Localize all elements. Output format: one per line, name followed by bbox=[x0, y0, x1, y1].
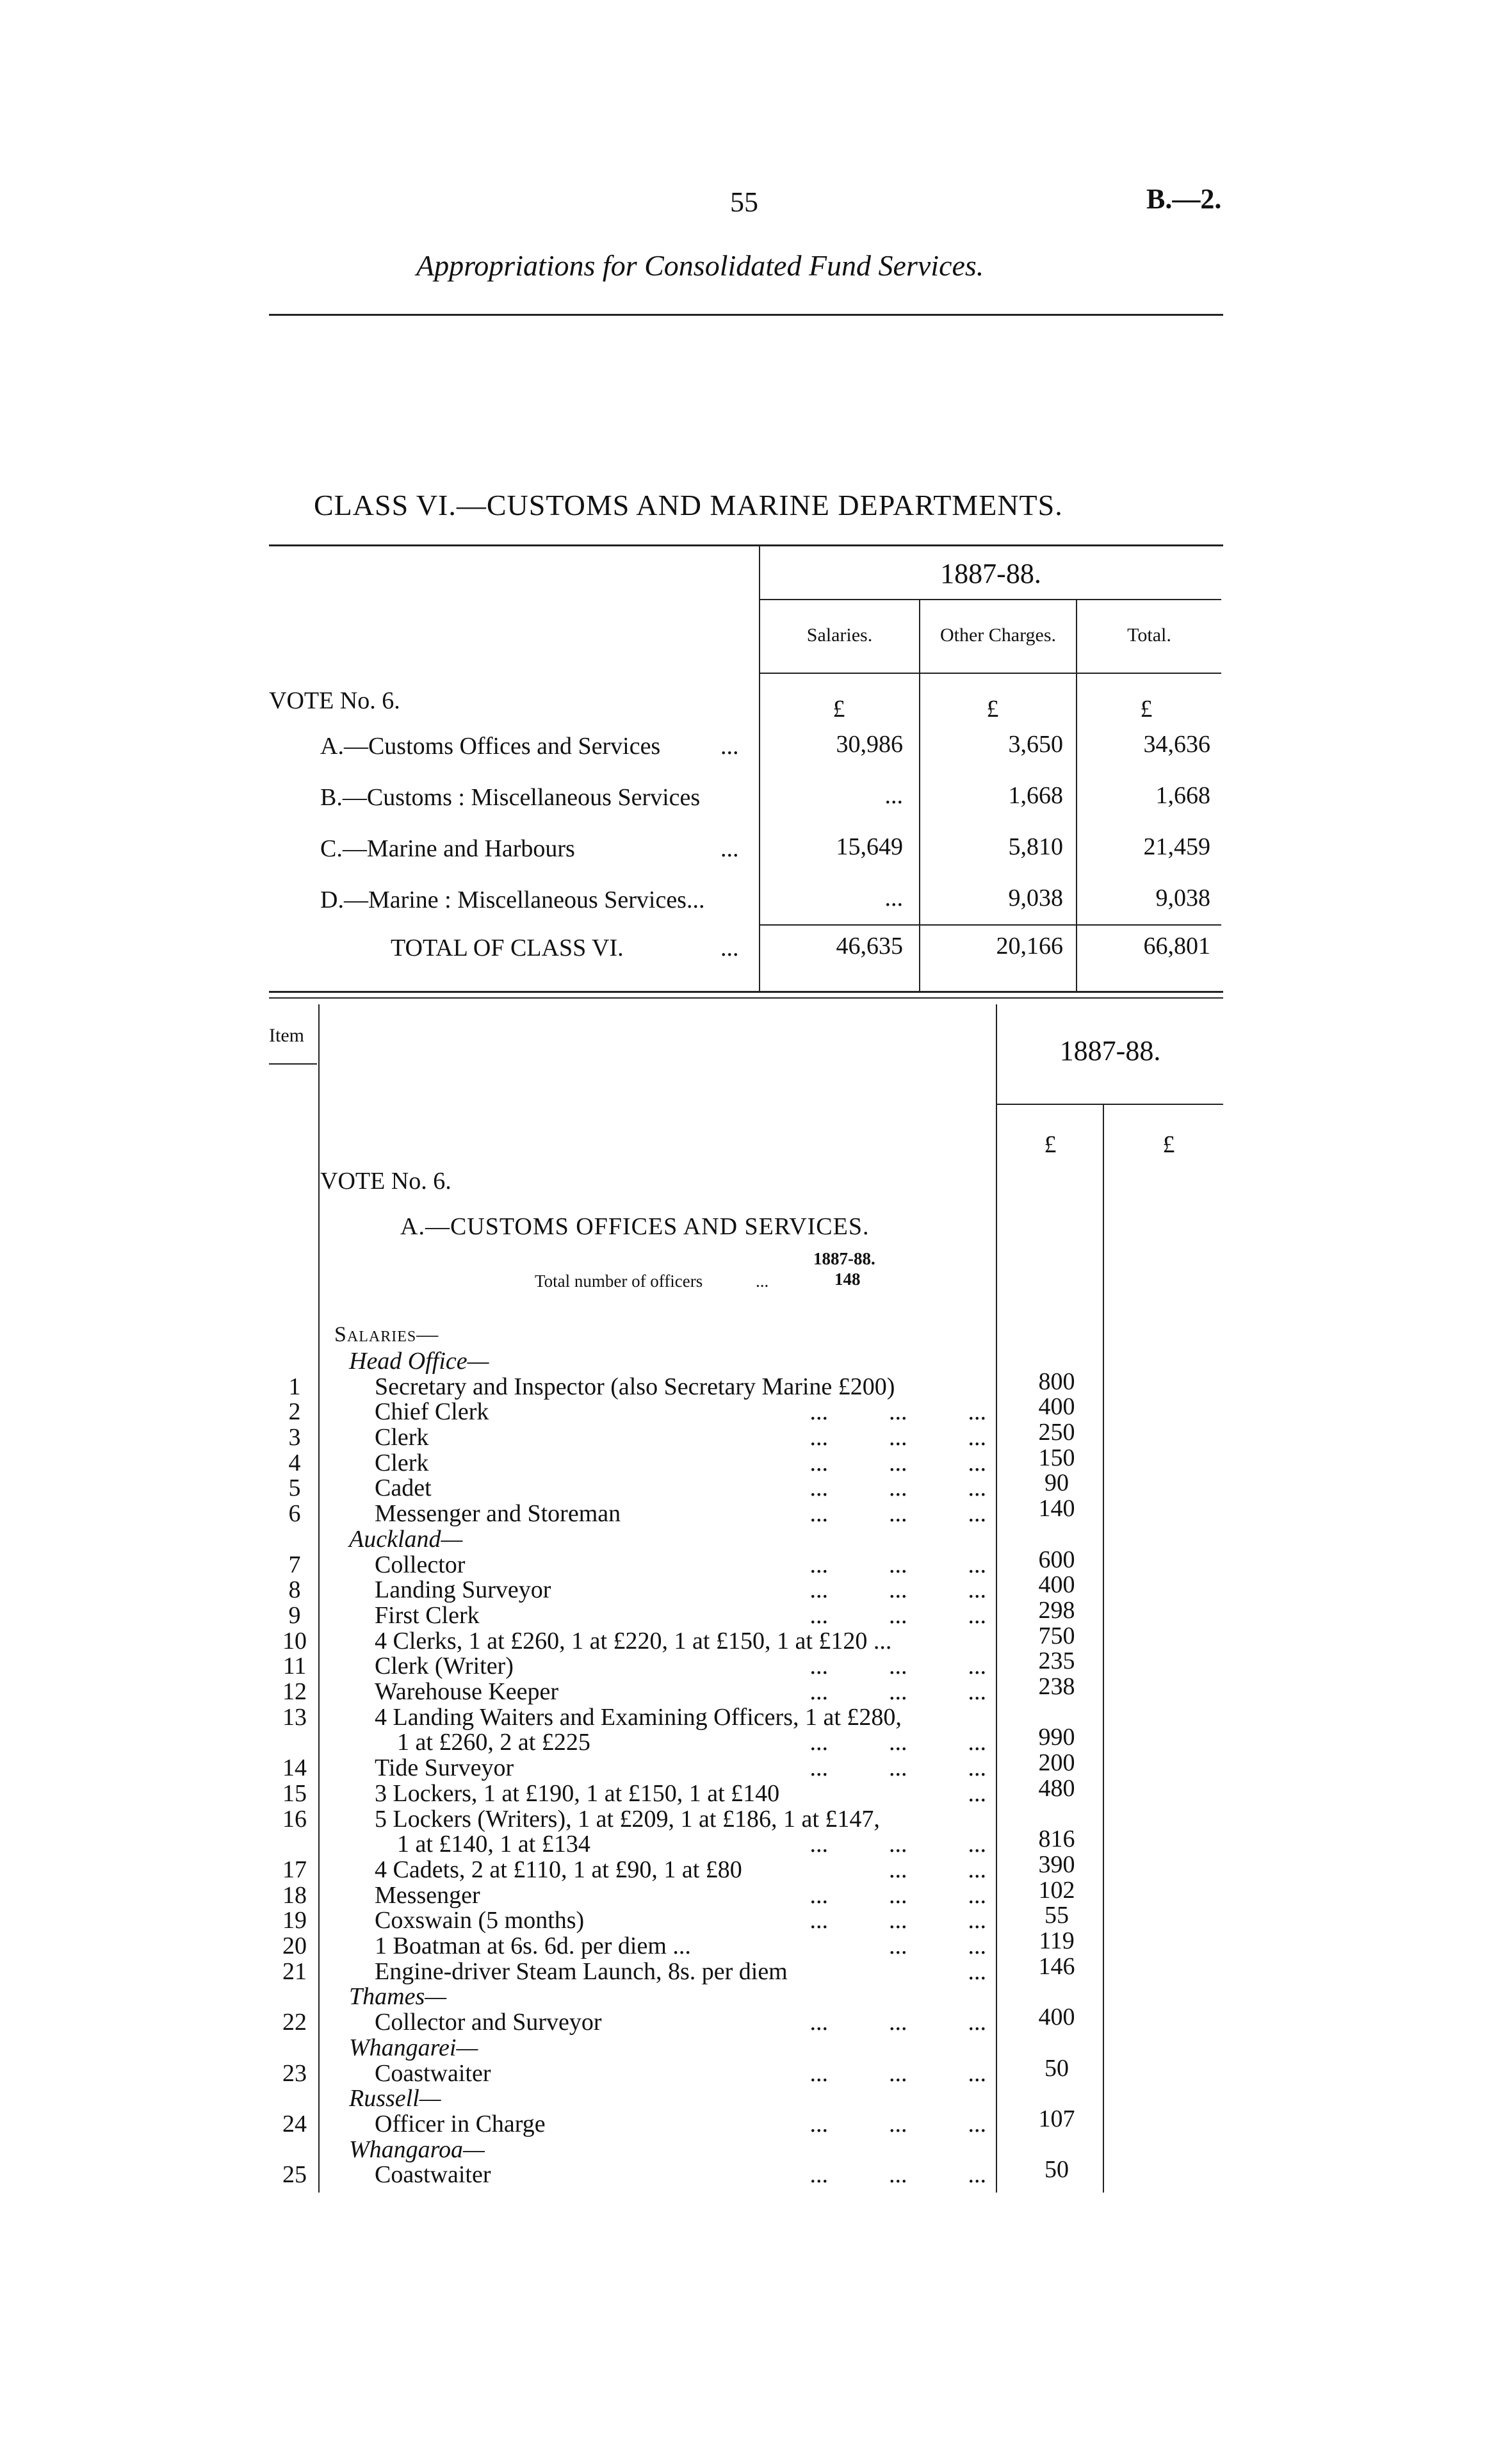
item-amount: 600 bbox=[1038, 1546, 1075, 1573]
item-number: 7 bbox=[288, 1551, 301, 1578]
item-amount: 400 bbox=[1038, 1571, 1075, 1598]
summary-currency-salaries: £ bbox=[833, 696, 845, 723]
item-description: Messenger bbox=[375, 1882, 480, 1909]
detail-year: 1887-88. bbox=[1059, 1035, 1161, 1066]
item-amount: 107 bbox=[1038, 2105, 1075, 2132]
item-description: Collector and Surveyor bbox=[375, 2009, 602, 2036]
document-reference: B.—2. bbox=[1146, 183, 1222, 215]
officers-year: 1887-88. bbox=[813, 1249, 875, 1268]
item-amount: 250 bbox=[1038, 1419, 1075, 1446]
officers-dots: ... bbox=[756, 1271, 769, 1291]
item-amount: 140 bbox=[1038, 1495, 1075, 1522]
item-number: 4 bbox=[288, 1450, 301, 1476]
summary-total-salaries: 46,635 bbox=[836, 933, 903, 960]
summary-currency-total: £ bbox=[1140, 696, 1153, 723]
item-amount: 480 bbox=[1038, 1775, 1075, 1802]
item-amount: 235 bbox=[1038, 1647, 1075, 1674]
salaries-heading: Salaries— bbox=[334, 1323, 439, 1346]
item-number: 20 bbox=[282, 1932, 307, 1959]
item-leader-dots: ... bbox=[968, 1958, 986, 1985]
summary-total-dots: ... bbox=[720, 935, 739, 961]
office-subheading: Russell— bbox=[349, 2085, 441, 2112]
item-number: 21 bbox=[282, 1958, 307, 1985]
item-description: Cadet bbox=[375, 1475, 432, 1501]
item-amount: 298 bbox=[1038, 1597, 1075, 1624]
summary-row-dots: ... bbox=[720, 733, 739, 760]
item-description: Secretary and Inspector (also Secretary Marine £200) bbox=[375, 1373, 895, 1400]
item-amount: 400 bbox=[1038, 1393, 1075, 1420]
item-leader-dots: ... ... ... bbox=[809, 2161, 986, 2188]
item-leader-dots: ... ... bbox=[889, 1856, 986, 1883]
detail-right-divider bbox=[996, 1004, 997, 2193]
summary-row-salaries: 15,649 bbox=[836, 833, 903, 860]
office-subheading: Whangaroa— bbox=[349, 2136, 485, 2163]
summary-row-total: 9,038 bbox=[1155, 885, 1210, 911]
office-subheading: Whangarei— bbox=[349, 2034, 478, 2061]
detail-year-rule bbox=[997, 1104, 1223, 1105]
item-leader-dots: ... ... ... bbox=[809, 1831, 986, 1858]
summary-bottom-rule-1 bbox=[269, 991, 1223, 993]
item-leader-dots: ... ... ... bbox=[809, 1754, 986, 1781]
summary-row-other: 1,668 bbox=[1008, 782, 1063, 809]
item-amount: 90 bbox=[1045, 1469, 1069, 1496]
item-leader-dots: ... ... ... bbox=[809, 2009, 986, 2036]
item-leader-dots: ... ... ... bbox=[809, 1551, 986, 1578]
summary-row-label: D.—Marine : Miscellaneous Services... bbox=[320, 887, 705, 913]
col-other-header: Other Charges. bbox=[939, 625, 1057, 646]
item-description: Coxswain (5 months) bbox=[375, 1907, 585, 1934]
item-leader-dots: ... ... ... bbox=[809, 1653, 986, 1679]
summary-row-label: A.—Customs Offices and Services bbox=[320, 733, 661, 760]
page-subtitle: Appropriations for Consolidated Fund Services. bbox=[416, 249, 984, 282]
item-description: Coastwaiter bbox=[375, 2161, 491, 2188]
summary-row-total: 1,668 bbox=[1155, 782, 1210, 809]
summary-row-other: 3,650 bbox=[1008, 731, 1063, 758]
item-leader-dots: ... ... bbox=[889, 1932, 986, 1959]
detail-currency-1: £ bbox=[1044, 1131, 1057, 1158]
item-amount: 816 bbox=[1038, 1826, 1075, 1852]
item-amount: 238 bbox=[1038, 1673, 1075, 1700]
summary-row-label: C.—Marine and Harbours bbox=[320, 835, 575, 862]
officers-label: Total number of officers bbox=[535, 1271, 703, 1291]
item-description: 4 Clerks, 1 at £260, 1 at £220, 1 at £150, 1 at £120 ... bbox=[375, 1628, 892, 1655]
detail-amount-divider bbox=[1103, 1104, 1104, 2193]
item-leader-dots: ... ... ... bbox=[809, 1500, 986, 1527]
summary-row-other: 5,810 bbox=[1008, 833, 1063, 860]
item-number: 25 bbox=[282, 2161, 307, 2188]
item-amount: 750 bbox=[1038, 1622, 1075, 1649]
item-description: 1 at £260, 2 at £225 bbox=[397, 1729, 590, 1756]
item-number: 22 bbox=[282, 2009, 307, 2036]
item-description: Coastwaiter bbox=[375, 2060, 491, 2087]
item-number: 3 bbox=[288, 1424, 301, 1451]
item-leader-dots: ... ... ... bbox=[809, 1602, 986, 1629]
item-amount: 146 bbox=[1038, 1953, 1075, 1980]
item-amount: 200 bbox=[1038, 1749, 1075, 1776]
office-subheading: Auckland— bbox=[349, 1526, 463, 1553]
item-description: Clerk (Writer) bbox=[375, 1653, 514, 1679]
summary-year: 1887-88. bbox=[940, 558, 1041, 589]
office-subheading: Thames— bbox=[349, 1983, 447, 2010]
officers-count: 148 bbox=[834, 1270, 861, 1289]
item-description: 4 Cadets, 2 at £110, 1 at £90, 1 at £80 bbox=[375, 1856, 742, 1883]
item-number: 12 bbox=[282, 1678, 307, 1705]
detail-section-title: A.—CUSTOMS OFFICES AND SERVICES. bbox=[400, 1213, 870, 1240]
item-description: 4 Landing Waiters and Examining Officers, 1 at £280, bbox=[375, 1704, 902, 1731]
item-description: Collector bbox=[375, 1551, 466, 1578]
item-number: 16 bbox=[282, 1806, 307, 1833]
col-divider-2 bbox=[1076, 599, 1077, 991]
detail-currency-2: £ bbox=[1162, 1131, 1175, 1158]
item-number: 10 bbox=[282, 1628, 307, 1655]
item-leader-dots: ... ... ... bbox=[809, 2060, 986, 2087]
item-description: First Clerk bbox=[375, 1602, 480, 1629]
item-leader-dots: ... ... ... bbox=[809, 1398, 986, 1425]
item-number: 17 bbox=[282, 1856, 307, 1883]
item-leader-dots: ... ... ... bbox=[809, 1475, 986, 1501]
summary-total-total: 66,801 bbox=[1143, 933, 1210, 960]
item-leader-dots: ... ... ... bbox=[809, 1678, 986, 1705]
item-amount: 55 bbox=[1045, 1902, 1069, 1929]
detail-vote-label: VOTE No. 6. bbox=[320, 1168, 451, 1195]
item-description: Clerk bbox=[375, 1450, 429, 1476]
item-amount: 990 bbox=[1038, 1724, 1075, 1751]
item-number: 13 bbox=[282, 1704, 307, 1731]
item-number: 1 bbox=[288, 1373, 301, 1400]
summary-vote-label: VOTE No. 6. bbox=[269, 687, 400, 714]
item-number: 9 bbox=[288, 1602, 301, 1629]
col-divider-1 bbox=[919, 599, 920, 991]
item-number: 15 bbox=[282, 1780, 307, 1807]
office-subheading: Head Office— bbox=[349, 1348, 489, 1375]
item-amount: 150 bbox=[1038, 1444, 1075, 1471]
summary-row-total: 34,636 bbox=[1143, 731, 1210, 758]
item-description: 1 at £140, 1 at £134 bbox=[397, 1831, 590, 1858]
item-description: Chief Clerk bbox=[375, 1398, 489, 1425]
summary-row-salaries: ... bbox=[884, 885, 903, 911]
summary-total-rule bbox=[760, 924, 1221, 926]
item-amount: 102 bbox=[1038, 1877, 1075, 1904]
summary-total-other: 20,166 bbox=[996, 933, 1063, 960]
item-description: Tide Surveyor bbox=[375, 1754, 514, 1781]
item-number: 23 bbox=[282, 2060, 307, 2087]
item-description: Clerk bbox=[375, 1424, 429, 1451]
item-column-header: Item bbox=[269, 1025, 304, 1046]
item-amount: 119 bbox=[1039, 1927, 1075, 1954]
item-number: 5 bbox=[288, 1475, 301, 1501]
col-salaries-header: Salaries. bbox=[806, 625, 873, 646]
item-leader-dots: ... ... ... bbox=[809, 1907, 986, 1934]
item-amount: 50 bbox=[1045, 2055, 1069, 2082]
item-number: 18 bbox=[282, 1882, 307, 1909]
item-description: 3 Lockers, 1 at £190, 1 at £150, 1 at £140 bbox=[375, 1780, 780, 1807]
item-number: 6 bbox=[288, 1500, 301, 1527]
item-leader-dots: ... ... ... bbox=[809, 1729, 986, 1756]
item-leader-dots: ... ... ... bbox=[809, 2111, 986, 2137]
item-leader-dots: ... ... ... bbox=[809, 1450, 986, 1476]
summary-bottom-rule-2 bbox=[269, 997, 1223, 999]
item-number: 19 bbox=[282, 1907, 307, 1934]
item-description: Messenger and Storeman bbox=[375, 1500, 621, 1527]
page-number: 55 bbox=[730, 186, 758, 218]
item-description: Warehouse Keeper bbox=[375, 1678, 559, 1705]
item-leader-dots: ... ... ... bbox=[809, 1424, 986, 1451]
item-description: 1 Boatman at 6s. 6d. per diem ... bbox=[375, 1932, 691, 1959]
item-amount: 390 bbox=[1038, 1851, 1075, 1878]
item-number: 24 bbox=[282, 2111, 307, 2137]
header-rule bbox=[269, 314, 1223, 316]
summary-row-salaries: ... bbox=[884, 782, 903, 809]
item-header-rule bbox=[269, 1063, 317, 1065]
summary-header-rule bbox=[760, 673, 1221, 674]
summary-currency-other: £ bbox=[986, 696, 999, 723]
item-amount: 50 bbox=[1045, 2156, 1069, 2183]
summary-row-dots: ... bbox=[720, 835, 739, 862]
item-leader-dots: ... ... ... bbox=[809, 1576, 986, 1603]
item-amount: 400 bbox=[1038, 2004, 1075, 2030]
summary-row-total: 21,459 bbox=[1143, 833, 1210, 860]
summary-top-rule bbox=[269, 544, 1223, 546]
item-amount: 800 bbox=[1038, 1368, 1075, 1395]
summary-total-label: TOTAL OF CLASS VI. bbox=[391, 935, 624, 961]
item-description: Engine-driver Steam Launch, 8s. per diem bbox=[375, 1958, 788, 1985]
item-number: 14 bbox=[282, 1754, 307, 1781]
item-number: 11 bbox=[282, 1653, 307, 1679]
item-description: Landing Surveyor bbox=[375, 1576, 551, 1603]
summary-year-rule bbox=[760, 599, 1221, 600]
class-title: CLASS VI.—CUSTOMS AND MARINE DEPARTMENTS. bbox=[314, 489, 1063, 521]
item-description: 5 Lockers (Writers), 1 at £209, 1 at £186, 1 at £147, bbox=[375, 1806, 880, 1833]
item-leader-dots: ... ... ... bbox=[809, 1882, 986, 1909]
col-total-header: Total. bbox=[1127, 625, 1171, 646]
item-leader-dots: ... bbox=[968, 1780, 986, 1807]
item-number: 2 bbox=[288, 1398, 301, 1425]
item-number: 8 bbox=[288, 1576, 301, 1603]
item-description: Officer in Charge bbox=[375, 2111, 546, 2137]
summary-row-salaries: 30,986 bbox=[836, 731, 903, 758]
summary-row-label: B.—Customs : Miscellaneous Services bbox=[320, 784, 701, 811]
summary-row-other: 9,038 bbox=[1008, 885, 1063, 911]
